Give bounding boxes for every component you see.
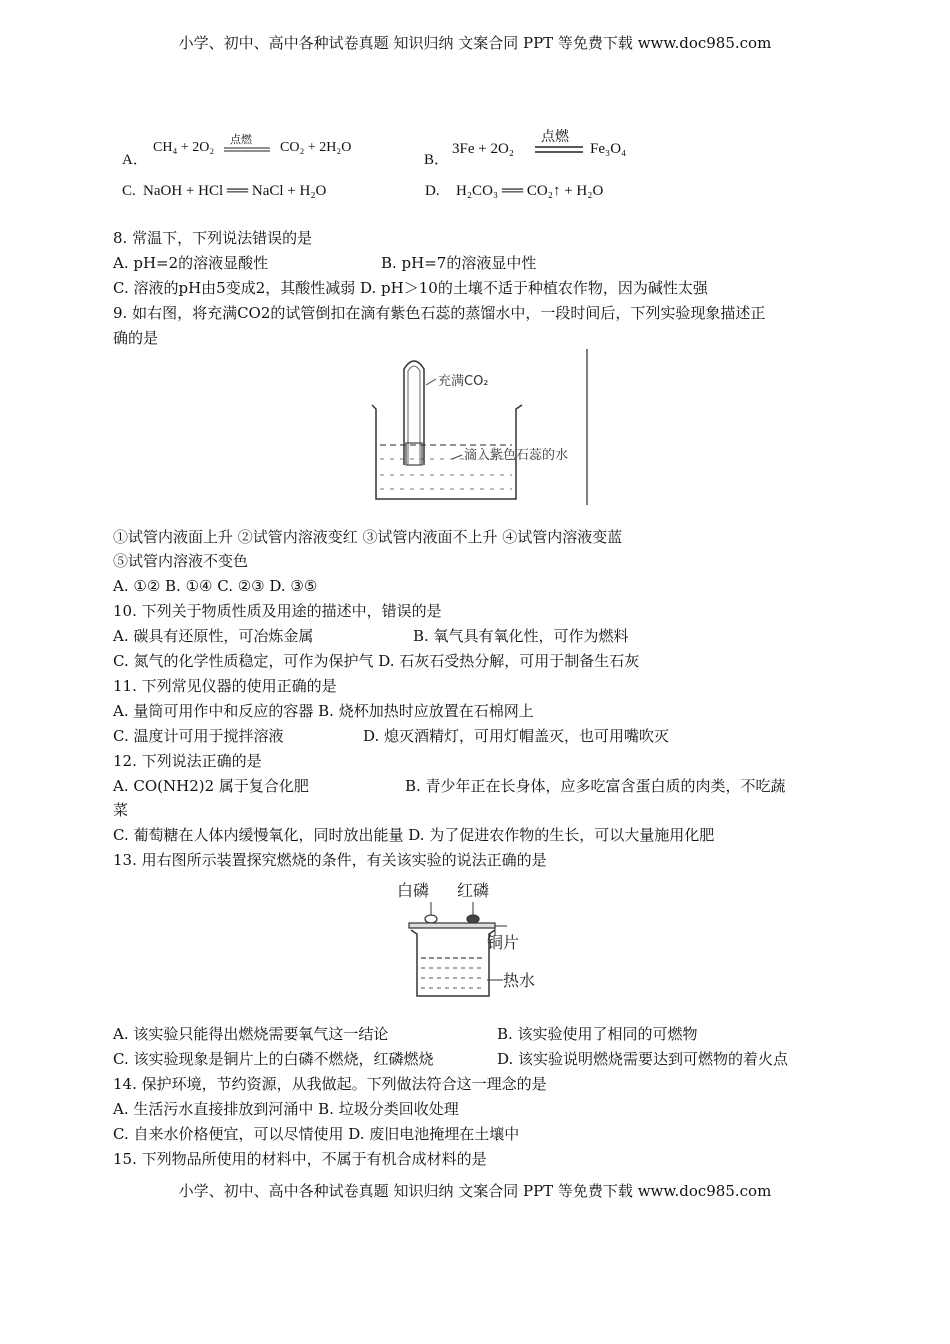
q10-stem: 10. 下列关于物质性质及用途的描述中，错误的是	[113, 602, 442, 620]
q11-stem: 11. 下列常见仪器的使用正确的是	[113, 677, 337, 695]
q14-option-ab: A. 生活污水直接排放到河涌中 B. 垃圾分类回收处理	[113, 1100, 459, 1118]
q12-option-b-cont: 菜	[113, 801, 129, 819]
page-footer: 小学、初中、高中各种试卷真题 知识归纳 文案合同 PPT 等免费下载 www.doc985.com	[178, 1182, 772, 1200]
equation-a-condition: 点燃	[230, 133, 252, 146]
equation-b-condition: 点燃	[541, 129, 569, 145]
q13-fig-label-copper: 铜片	[487, 933, 520, 952]
equation-c-text: NaOH + HCl ══ NaCl + H₂O	[143, 183, 327, 199]
q13-option-c: C. 该实验现象是铜片上的白磷不燃烧，红磷燃烧	[113, 1050, 434, 1068]
q13-stem: 13. 用右图所示装置探究燃烧的条件，有关该实验的说法正确的是	[113, 851, 547, 869]
equation-b-equals-sign	[535, 146, 585, 154]
q9-options-line2: ⑤试管内溶液不变色	[113, 552, 249, 570]
page-header: 小学、初中、高中各种试卷真题 知识归纳 文案合同 PPT 等免费下载 www.doc985.com	[178, 34, 772, 52]
equation-b-reactants: 3Fe + 2O₂	[452, 141, 515, 157]
q9-fig-label-water: 滴入紫色石蕊的水	[464, 448, 569, 463]
q12-stem: 12. 下列说法正确的是	[113, 752, 262, 770]
q9-fig-label-co2: 充满CO₂	[438, 374, 489, 389]
q9-stem-line2: 确的是	[113, 329, 159, 347]
q8-option-a: A. pH=2的溶液显酸性	[113, 254, 269, 272]
equation-b-products: Fe₃O₄	[590, 141, 627, 157]
q12-option-b: B. 青少年正在长身体，应多吃富含蛋白质的肉类，不吃蔬	[405, 777, 786, 795]
equation-c-label: C.	[122, 183, 136, 199]
q10-option-a: A. 碳具有还原性，可冶炼金属	[113, 627, 314, 645]
q13-combustion-figure	[395, 874, 545, 1000]
equation-d-label: D.	[425, 183, 440, 199]
equation-a-equals-sign	[224, 147, 272, 153]
q9-options-line1: ①试管内液面上升 ②试管内溶液变红 ③试管内液面不上升 ④试管内溶液变蓝	[113, 528, 623, 546]
q14-stem: 14. 保护环境，节约资源，从我做起。下列做法符合这一理念的是	[113, 1075, 547, 1093]
q13-fig-label-hot-water: 热水	[503, 971, 536, 990]
q12-option-a: A. CO(NH2)2 属于复合化肥	[113, 777, 309, 795]
q10-option-b: B. 氧气具有氧化性，可作为燃料	[413, 627, 629, 645]
equation-a-reactants: CH₄ + 2O₂	[153, 140, 215, 155]
q13-option-a: A. 该实验只能得出燃烧需要氧气这一结论	[113, 1025, 389, 1043]
q13-option-d: D. 该实验说明燃烧需要达到可燃物的着火点	[497, 1050, 789, 1068]
q13-option-b: B. 该实验使用了相同的可燃物	[497, 1025, 698, 1043]
equation-a-label: A．	[122, 152, 148, 168]
equation-a-products: CO₂ + 2H₂O	[280, 140, 352, 155]
q13-fig-label-white-phosphorus: 白磷	[397, 881, 430, 900]
q9-stem-line1: 9. 如右图，将充满CO2的试管倒扣在滴有紫色石蕊的蒸馏水中，一段时间后，下列实验现象描述正	[113, 304, 766, 322]
q9-beaker-figure	[366, 347, 592, 509]
q12-option-cd: C. 葡萄糖在人体内缓慢氧化，同时放出能量 D. 为了促进农作物的生长，可以大量施用化肥	[113, 826, 715, 844]
equation-d-text: H₂CO₃ ══ CO₂↑ + H₂O	[456, 183, 604, 199]
q15-stem: 15. 下列物品所使用的材料中，不属于有机合成材料的是	[113, 1150, 487, 1168]
q11-option-ab: A. 量筒可用作中和反应的容器 B. 烧杯加热时应放置在石棉网上	[113, 702, 534, 720]
q14-option-cd: C. 自来水价格便宜，可以尽情使用 D. 废旧电池掩埋在土壤中	[113, 1125, 520, 1143]
q8-stem: 8. 常温下，下列说法错误的是	[113, 229, 313, 247]
q11-option-c: C. 温度计可用于搅拌溶液	[113, 727, 284, 745]
q10-option-cd: C. 氮气的化学性质稳定，可作为保护气 D. 石灰石受热分解，可用于制备生石灰	[113, 652, 640, 670]
q9-choices: A. ①② B. ①④ C. ②③ D. ③⑤	[113, 577, 318, 595]
q13-fig-label-red-phosphorus: 红磷	[457, 881, 490, 900]
q11-option-d: D. 熄灭酒精灯，可用灯帽盖灭，也可用嘴吹灭	[363, 727, 670, 745]
q8-option-cd: C. 溶液的pH由5变成2，其酸性减弱 D. pH＞10的土壤不适于种植农作物，因为碱性太强	[113, 279, 708, 297]
q8-option-b: B. pH=7的溶液显中性	[381, 254, 537, 272]
equation-b-label: B．	[424, 152, 450, 168]
